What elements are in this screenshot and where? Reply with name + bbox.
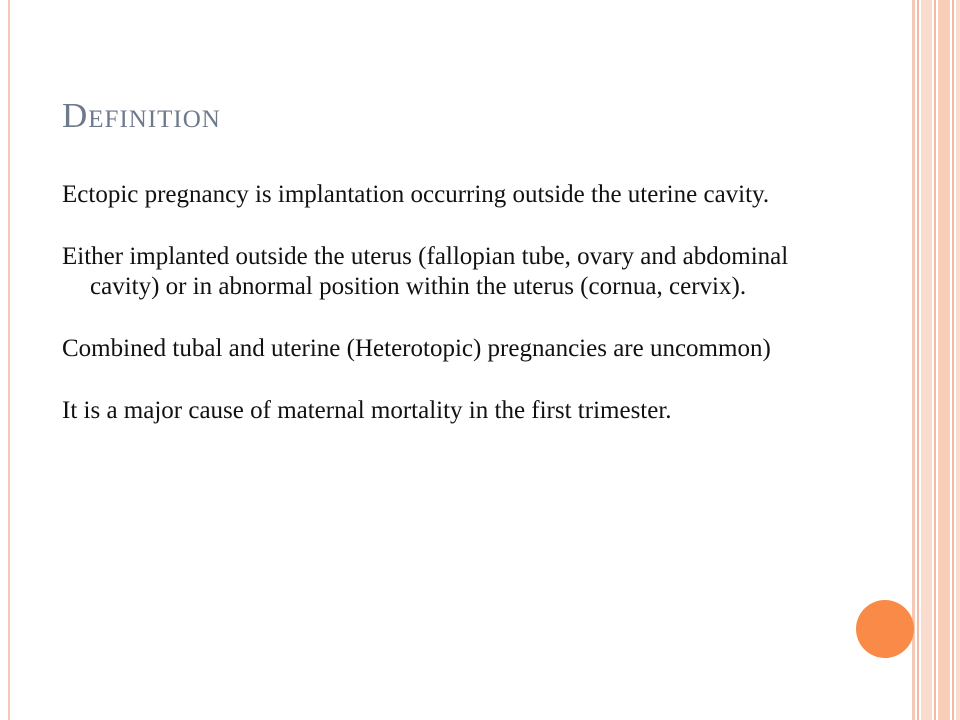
stripe <box>912 0 915 720</box>
paragraph: Either implanted outside the uterus (fallopian tube, ovary and abdominal cavity) or in abnormal position within the uterus (cornua, cervix). <box>62 243 789 300</box>
stripe <box>956 0 960 720</box>
paragraph: Combined tubal and uterine (Heterotopic) pregnancies are uncommon) <box>62 335 771 362</box>
stripe <box>938 0 950 720</box>
decorative-circle <box>856 600 914 658</box>
stripe <box>952 0 954 720</box>
slide-title: Definition <box>62 96 221 135</box>
paragraph: Ectopic pregnancy is implantation occurring outside the uterine cavity. <box>62 181 770 208</box>
stripe <box>921 0 932 720</box>
left-border-line <box>8 0 10 720</box>
paragraph: It is a major cause of maternal mortality in the first trimester. <box>62 397 672 424</box>
stripe <box>934 0 936 720</box>
stripe <box>917 0 919 720</box>
decorative-stripes <box>912 0 960 720</box>
slide-body <box>62 180 862 458</box>
